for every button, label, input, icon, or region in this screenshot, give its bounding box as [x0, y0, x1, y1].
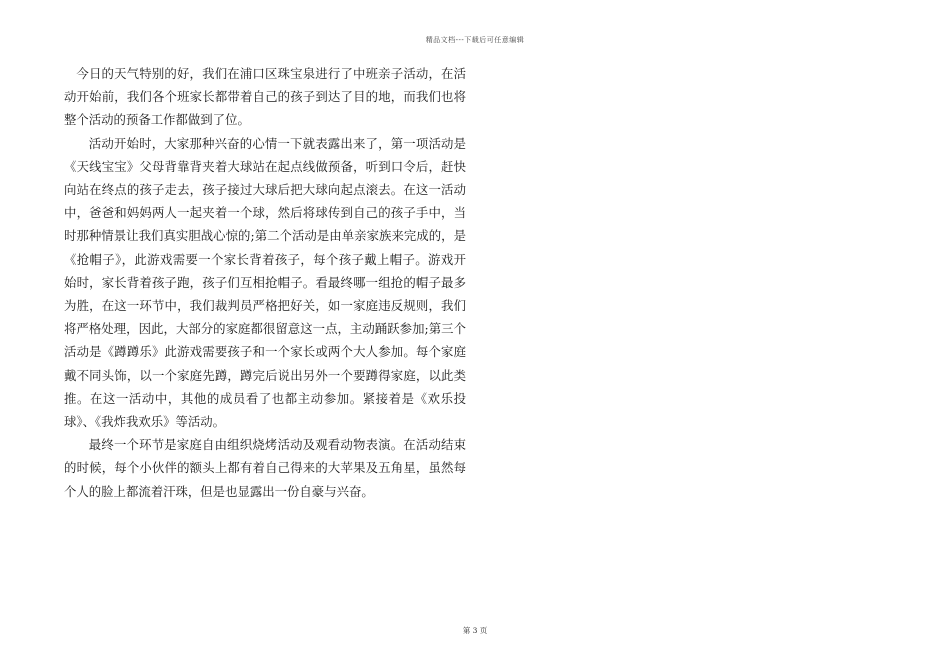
paragraph-activities: 活动开始时，大家那种兴奋的心情一下就表露出来了，第一项活动是《天线宝宝》父母背靠背夹着大球站在起点线做预备，听到口令后，赶快向站在终点的孩子走去，孩子接过大球后把大球向起点滚去。在这一活动中，爸爸和妈妈两人一起夹着一个球，然后将球传到自己的孩子手中，当时那种情景让我们真实胆战心惊的;第二个活动是由单亲家族来完成的，是《抢帽子》，此游戏需要一个家长背着孩子，每个孩子戴上帽子。游戏开始时，家长背着孩子跑，孩子们互相抢帽子。看最终哪一组抢的帽子最多为胜，在这一环节中，我们裁判员严格把好关，如一家庭违反规则，我们将严格处理，因此，大部分的家庭都很留意这一点，主动踊跃参加;第三个活动是《蹲蹲乐》此游戏需要孩子和一个家长或两个大人参加。每个家庭戴不同头饰，以一个家庭先蹲，蹲完后说出另外一个要蹲得家庭，以此类推。在这一活动中，其他的成员看了也都主动参加。紧接着是《欢乐投球》、《我炸我欢乐》等活动。	[64, 135, 466, 430]
paragraph-intro: 今日的天气特别的好，我们在浦口区珠宝泉进行了中班亲子活动，在活动开始前，我们各个班家长都带着自己的孩子到达了目的地，而我们也将整个活动的预备工作都做到了位。	[64, 66, 466, 128]
paragraph-conclusion: 最终一个环节是家庭自由组织烧烤活动及观看动物表演。在活动结束的时候，每个小伙伴的额头上都有着自己得来的大苹果及五角星，虽然每个人的脸上都流着汗珠，但是也显露出一份自豪与兴奋。	[64, 437, 466, 499]
body-text	[64, 62, 466, 503]
page-number: 第 3 页	[462, 626, 488, 635]
header-note: 精品文档---下载后可任意编辑	[425, 36, 525, 44]
